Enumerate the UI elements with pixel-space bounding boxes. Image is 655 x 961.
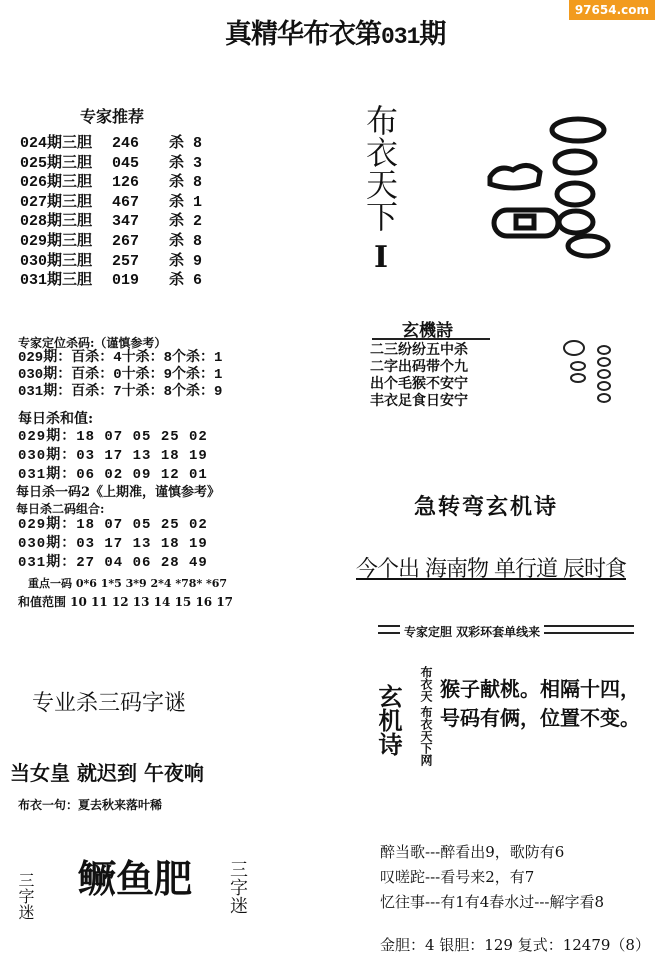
song-line: 叹嗟跎---看号来2，有7 xyxy=(380,868,535,886)
daily-sum-row: 031期：06 02 09 12 01 xyxy=(18,467,208,483)
daily-sum-rows xyxy=(18,428,208,485)
xuanji-line: 出个毛猴不安宁 xyxy=(370,376,468,392)
page-title xyxy=(225,12,445,51)
expert-row-numbers: 019 xyxy=(112,272,140,290)
expert-row xyxy=(20,271,202,291)
expert-row-kill: 杀 6 xyxy=(169,272,203,290)
small-coins-illustration xyxy=(556,336,626,408)
poem-vertical-title: 玄机诗 xyxy=(374,684,402,756)
poem-line-2: 号码有俩，位置不变。 xyxy=(440,706,640,730)
expert-row-label: 026期三胆 xyxy=(20,174,93,192)
expert-row xyxy=(20,154,202,174)
expert-rows xyxy=(20,134,202,291)
expert-row-label: 025期三胆 xyxy=(20,154,93,172)
xuanji-lines xyxy=(370,342,468,410)
daily-two-heading: 每日杀二码组合: xyxy=(16,502,105,516)
xuanji-line: 二三纷纷五中杀 xyxy=(370,342,468,358)
daily-two-row: 031期：27 04 06 28 49 xyxy=(18,555,208,571)
position-kill-rows xyxy=(18,350,222,401)
xuanji-line: 二字出码带个九 xyxy=(370,359,468,375)
song-line: 忆往事---有1有4春水过---解字看8 xyxy=(380,893,605,911)
poem-small-vertical-2: 布衣天下网 xyxy=(419,706,433,766)
daily-sum-heading: 每日杀和值: xyxy=(18,411,94,427)
position-kill-row: 029期：百杀：4十杀：8个杀：1 xyxy=(18,350,223,366)
position-kill-heading: 专家定位杀码:（谨慎参考） xyxy=(18,336,167,350)
expert-dan: 专家定胆 双彩环套单线来 xyxy=(400,623,544,640)
xuanji-line: 丰衣足食日安宁 xyxy=(370,393,468,409)
poem-small-vertical-1: 布衣天 xyxy=(419,666,433,702)
expert-row-label: 027期三胆 xyxy=(20,193,93,211)
position-kill-row: 031期：百杀：7十杀：8个杀：9 xyxy=(18,384,223,400)
expert-row-label: 031期三胆 xyxy=(20,272,93,290)
songs-list xyxy=(380,840,604,915)
expert-row-kill: 杀 1 xyxy=(169,193,203,211)
daily-two-row: 029期：18 07 05 25 02 xyxy=(18,517,208,533)
buyi-sentence: 布衣一句：夏去秋来落叶稀 xyxy=(18,798,163,812)
position-kill-row: 030期：百杀：0十杀：9个杀：1 xyxy=(18,367,223,383)
expert-row-label: 028期三胆 xyxy=(20,213,93,231)
expert-row-kill: 杀 2 xyxy=(169,213,203,231)
poem-line-1: 猴子献桃。相隔十四， xyxy=(440,677,640,701)
expert-row xyxy=(20,134,202,154)
slogan: 今个出 海南物 单行道 辰时食 xyxy=(356,557,626,582)
daily-sum-row: 030期：03 17 13 18 19 xyxy=(18,448,208,464)
expert-row xyxy=(20,193,202,213)
expert-row xyxy=(20,232,202,252)
riddle-left-label: 三字迷 xyxy=(16,872,35,920)
expert-row-numbers: 126 xyxy=(112,174,140,192)
riddle-line: 当女皇 就迟到 午夜响 xyxy=(10,761,204,785)
title-suffix: 期 xyxy=(419,19,446,50)
title-number: 031 xyxy=(381,24,420,50)
expert-row-numbers: 257 xyxy=(112,252,140,270)
expert-row-kill: 杀 3 xyxy=(169,154,203,172)
expert-row-numbers: 347 xyxy=(112,213,140,231)
riddle-answer: 鳜鱼肥 xyxy=(78,856,193,901)
song-line: 醉当歌---醉看出9，歌防有6 xyxy=(380,843,565,861)
expert-row-kill: 杀 8 xyxy=(169,232,203,250)
final-picks: 金胆：4 银胆：129 复式：12479（8） xyxy=(380,936,650,954)
coins-illustration xyxy=(478,112,628,262)
brand-mark: I xyxy=(374,240,389,275)
title-prefix: 真精华布衣第 xyxy=(225,19,381,50)
daily-two-row: 030期：03 17 13 18 19 xyxy=(18,536,208,552)
brand-vertical: 布衣天下 xyxy=(361,104,399,232)
riddle-heading: 专业杀三码字谜 xyxy=(32,691,187,716)
xuanji-rule xyxy=(372,338,490,340)
expert-row-label: 030期三胆 xyxy=(20,252,93,270)
daily-two-rows xyxy=(18,516,208,573)
sum-range: 和值范围 10 11 12 13 14 15 16 17 xyxy=(18,595,234,609)
expert-row-numbers: 267 xyxy=(112,232,140,250)
expert-row-kill: 杀 8 xyxy=(169,135,203,152)
expert-row-numbers: 467 xyxy=(112,193,140,211)
riddle-right-label: 三字迷 xyxy=(227,860,248,914)
expert-row-kill: 杀 9 xyxy=(169,252,203,270)
daily-sum-row: 029期：18 07 05 25 02 xyxy=(18,429,208,445)
daily-one-code: 每日杀一码2《上期准，谨慎参考》 xyxy=(16,485,221,500)
xuanji-heading: 玄機詩 xyxy=(402,321,453,341)
expert-row-label: 024期三胆 xyxy=(20,135,93,152)
expert-row-numbers: 246 xyxy=(112,135,140,152)
key-code: 重点一码 0*6 1*5 3*9 2*4 *78* *67 xyxy=(28,577,228,590)
site-watermark: 97654.com xyxy=(569,0,655,20)
expert-row-numbers: 045 xyxy=(112,154,140,172)
expert-row xyxy=(20,252,202,272)
expert-heading: 专家推荐 xyxy=(80,107,145,126)
expert-row xyxy=(20,212,202,232)
expert-row-label: 029期三胆 xyxy=(20,232,93,250)
jizhuan-heading: 急转弯玄机诗 xyxy=(414,495,559,520)
expert-row-kill: 杀 8 xyxy=(169,174,203,192)
expert-row xyxy=(20,173,202,193)
